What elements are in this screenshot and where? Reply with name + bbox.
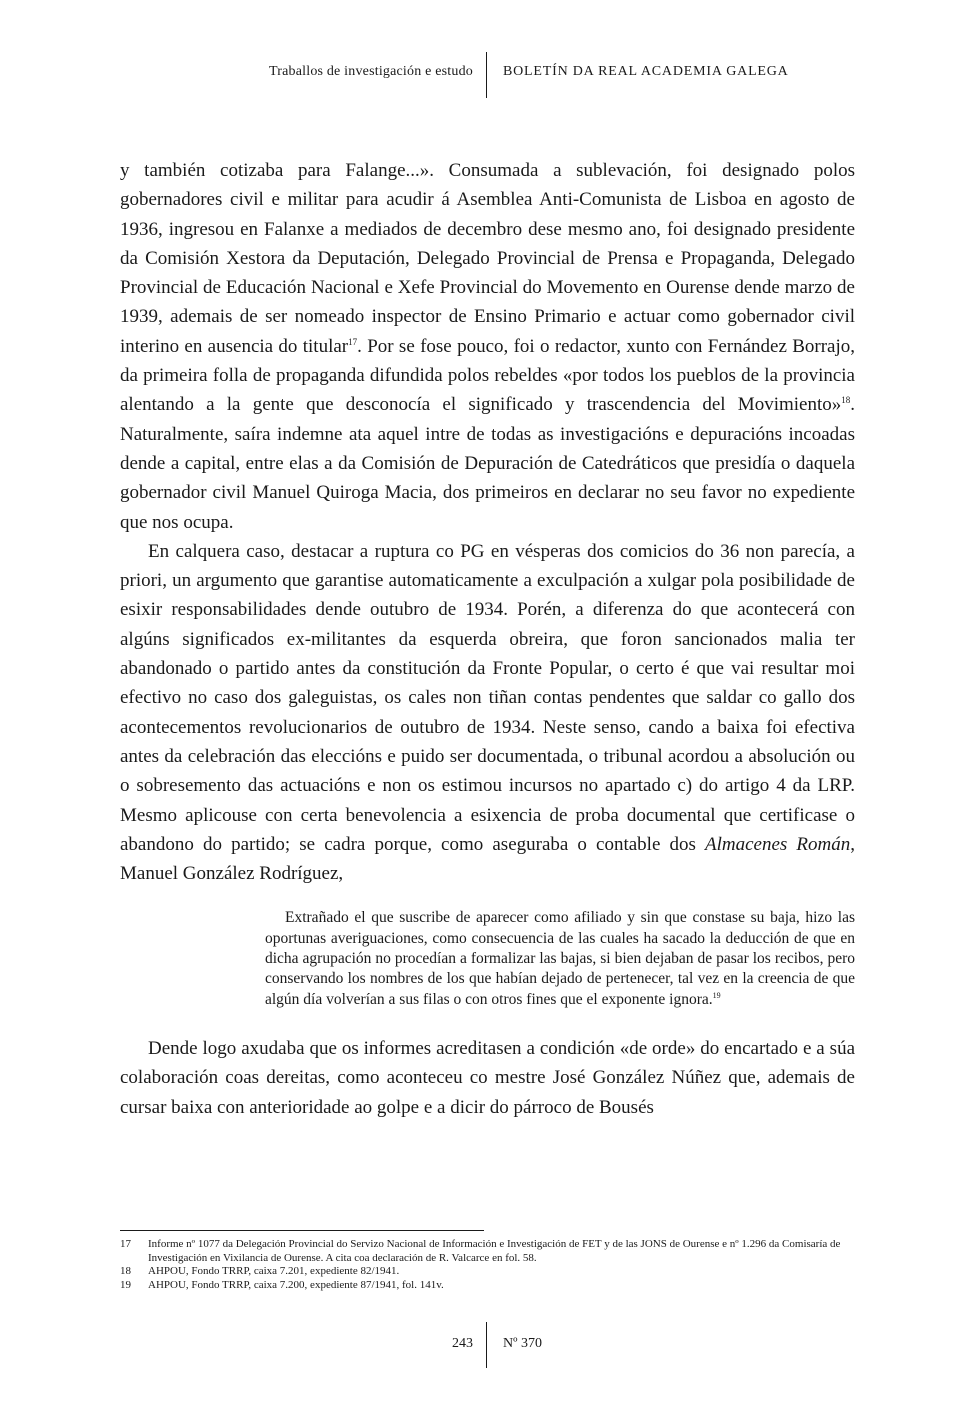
page-number: 243: [452, 1336, 473, 1351]
footnote-ref-17: 17: [348, 336, 358, 347]
paragraph-2: [120, 537, 855, 889]
footer-divider: [486, 1322, 487, 1368]
paragraph-1-part-b: . Por se fose pouco, foi o redactor, xunto con Fernández Borrajo, da primeira folla de propaganda difundida polos rebeldes «por todos los pueblos de la provincia alentando a la gente que desconocía el significado y trascendencia del Movimiento»: [120, 335, 855, 416]
footnote-18: [120, 1265, 855, 1279]
footnote-17: [120, 1238, 855, 1265]
paragraph-2-italic: Almacenes Román: [705, 833, 851, 855]
header-divider: [486, 52, 487, 98]
footnote-19: [120, 1279, 855, 1293]
block-quote: [265, 908, 855, 1009]
main-text: [120, 156, 855, 1122]
running-header-journal: BOLETÍN DA REAL ACADEMIA GALEGA: [503, 64, 789, 79]
block-quote-text: Extrañado el que suscribe de aparecer como afiliado y sin que constase su baja, hizo las oportunas averiguaciones, como consecuencia de las cuales ha sacado la deducción de que en dicha agrupación no procedían a formalizar las bajas, si bien dejaban de pasar los recibos, pero conservando los nombres de los que habían dejado de pertenecer, tal vez en la creencia de que algún día volverían a sus filas o con otros fines que el exponente ignora.: [265, 909, 855, 1008]
paragraph-1-part-a: y también cotizaba para Falange...». Consumada a sublevación, foi designado polos gobernadores civil e militar para acudir á Asemblea Anti-Comunista de Lisboa en agosto de 1936, ingresou en Falanxe a mediados de decembro dese mesmo ano, foi designado presidente da Comisión Xestora da Deputación, Delegado Provincial de Prensa e Propaganda, Delegado Provincial de Educación Nacional e Xefe Provincial do Movemento en Ourense dende marzo de 1939, ademais de ser nomeado inspector de Ensino Primario e actuar como gobernador civil interino en ausencia do titular: [120, 160, 855, 357]
paragraph-2-part-a: En calquera caso, destacar a ruptura co PG en vésperas dos comicios do 36 non parecía, a priori, un argumento que garantise automaticamente a exculpación a xulgar pola posibilidade de esixir responsabilidades dende outubro de 1934. Porén, a diferenza do que acontecerá con algúns significados ex-militantes da esquerda obreira, que foron sancionados malia ter abandonado o partido antes da constitución da Fronte Popular, o certo é que vai resultar moi efectivo no caso dos galeguistas, os cales non tiñan contas pendentes que saldar co gallo dos acontecementos revolucionarios de outubro de 1934. Neste senso, cando a baixa foi efectiva antes da celebración das eleccións e puido ser documentada, o tribunal acordou a absolución ou o sobresemento das actuacións e non os estimou incursos no apartado c) do artigo 4 da LRP. Mesmo aplicouse con certa benevolencia a esixencia de proba documental que certificase o abandono do partido; se cadra porque, como aseguraba o contable dos: [120, 540, 855, 855]
footnote-ref-18: 18: [841, 395, 851, 406]
footnote-number: 19: [120, 1278, 131, 1291]
footnotes: [120, 1238, 855, 1292]
running-header-section: Traballos de investigación e estudo: [268, 64, 473, 79]
paragraph-2-part-b: , Manuel González Rodríguez,: [120, 833, 855, 885]
footnote-text: AHPOU, Fondo TRRP, caixa 7.200, expediente 87/1941, fol. 141v.: [148, 1278, 444, 1291]
footnote-divider: [120, 1230, 484, 1231]
footnote-number: 18: [120, 1265, 131, 1277]
footnote-text: Informe nº 1077 da Delegación Provincial do Servizo Nacional de Información e Investigación de FET y de las JONS de Ourense e nº 1.296 da Comisaría de Investigación en Vixilancia de Ourense. A cita coa declaración de R. Valcarce en fol. 58.: [148, 1238, 841, 1264]
footnote-ref-19: 19: [712, 990, 721, 1000]
footnote-number: 17: [120, 1238, 131, 1250]
paragraph-1-part-c: . Naturalmente, saíra indemne ata aquel intre de todas as investigacións e depuracións incoadas dende a capital, entre elas a da Comisión de Depuración de Catedráticos que presidía o daquela gobernador civil Manuel Quiroga Macia, dos primeiros en declarar no seu favor no expediente que nos ocupa.: [120, 394, 855, 533]
paragraph-1: [120, 156, 855, 537]
issue-number: Nº 370: [503, 1336, 542, 1351]
footnote-text: AHPOU, Fondo TRRP, caixa 7.201, expediente 82/1941.: [148, 1265, 400, 1277]
paragraph-3: Dende logo axudaba que os informes acreditasen a condición «de orde» do encartado e a súa colaboración coas dereitas, como aconteceu co mestre José González Núñez que, ademais de cursar baixa con anterioridade ao golpe e a dicir do párroco de Bousés: [120, 1037, 855, 1118]
